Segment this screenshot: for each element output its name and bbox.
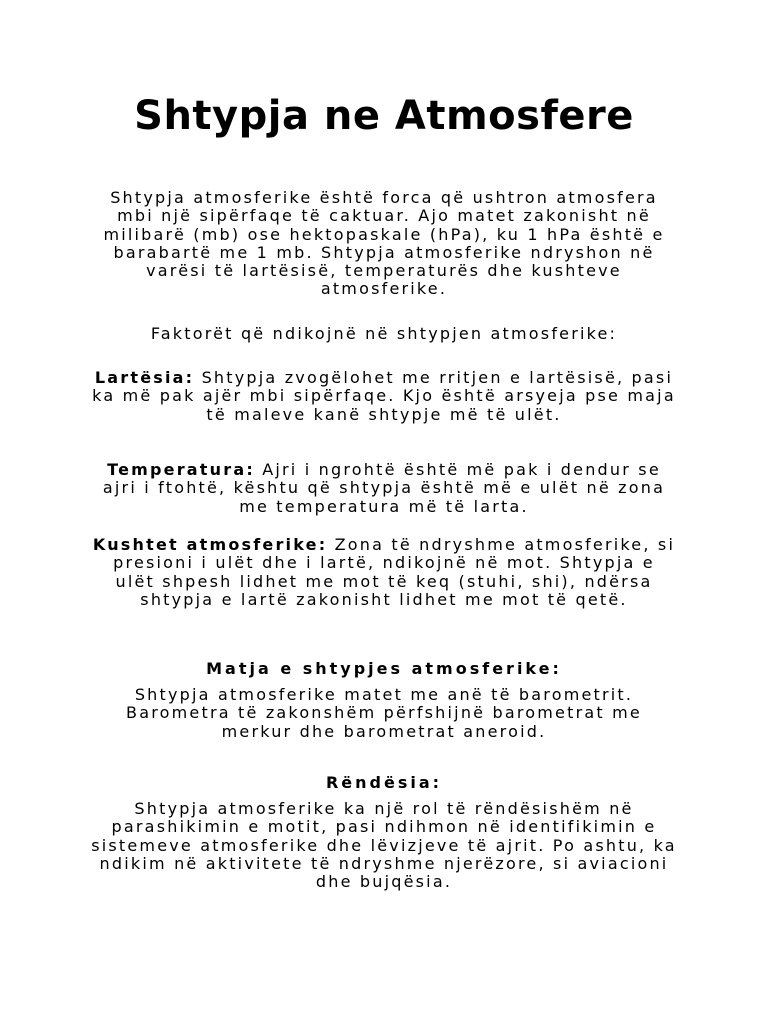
factor-altitude-label: Lartësia: <box>94 368 195 387</box>
factor-temperature-paragraph <box>90 461 678 516</box>
document-title: Shtypja ne Atmosfere <box>134 93 634 139</box>
factor-conditions-paragraph <box>90 536 678 609</box>
factor-altitude-paragraph <box>90 369 678 424</box>
intro-paragraph: Shtypja atmosferike është forca që ushtron atmosfera mbi një sipërfaqe të caktuar. Ajo matet zakonisht në milibarë (mb) ose hektopaskale (hPa), ku 1 hPa është e barabartë me 1 mb. Shtypja atmosferike ndryshon në varësi të lartësisë, temperaturës dhe kushteve atmosferike. <box>103 188 665 299</box>
measurement-paragraph: Shtypja atmosferike matet me anë të barometrit. Barometra të zakonshëm përfshijnë barometrat me merkur dhe barometrat aneroid. <box>126 685 642 741</box>
factor-altitude-text: Shtypja zvogëlohet me rritjen e lartësisë, pasi ka më pak ajër mbi sipërfaqe. Kjo është arsyeja pse maja të maleve kanë shtypje më të ulët. <box>92 368 676 424</box>
importance-paragraph: Shtypja atmosferike ka një rol të rëndësishëm në parashikimin e motit, pasi ndihmon në identifikimin e sistemeve atmosferike dhe lëvizjeve të ajrit. Po ashtu, ka ndikim në aktivitete të ndryshme njerëzore, si aviacioni dhe bujqësia. <box>91 799 677 892</box>
factor-temperature-label: Temperatura: <box>107 460 255 479</box>
factor-conditions-text: Zona të ndryshme atmosferike, si presioni i ulët dhe i lartë, ndikojnë në mot. Shtypja e ulët shpesh lidhet me mot të keq (stuhi, shi), ndërsa shtypja e lartë zakonisht lidhet me mot të qetë. <box>113 535 676 609</box>
factor-temperature-text: Ajri i ngrohtë është më pak i dendur se ajri i ftohtë, kështu që shtypja është më e ulët në zona me temperatura më të larta. <box>102 460 666 516</box>
importance-heading: Rëndësia: <box>325 773 443 792</box>
factors-intro: Faktorët që ndikojnë në shtypjen atmosferike: <box>150 324 618 343</box>
measurement-heading: Matja e shtypjes atmosferike: <box>206 659 562 678</box>
factor-conditions-label: Kushtet atmosferike: <box>92 535 328 554</box>
